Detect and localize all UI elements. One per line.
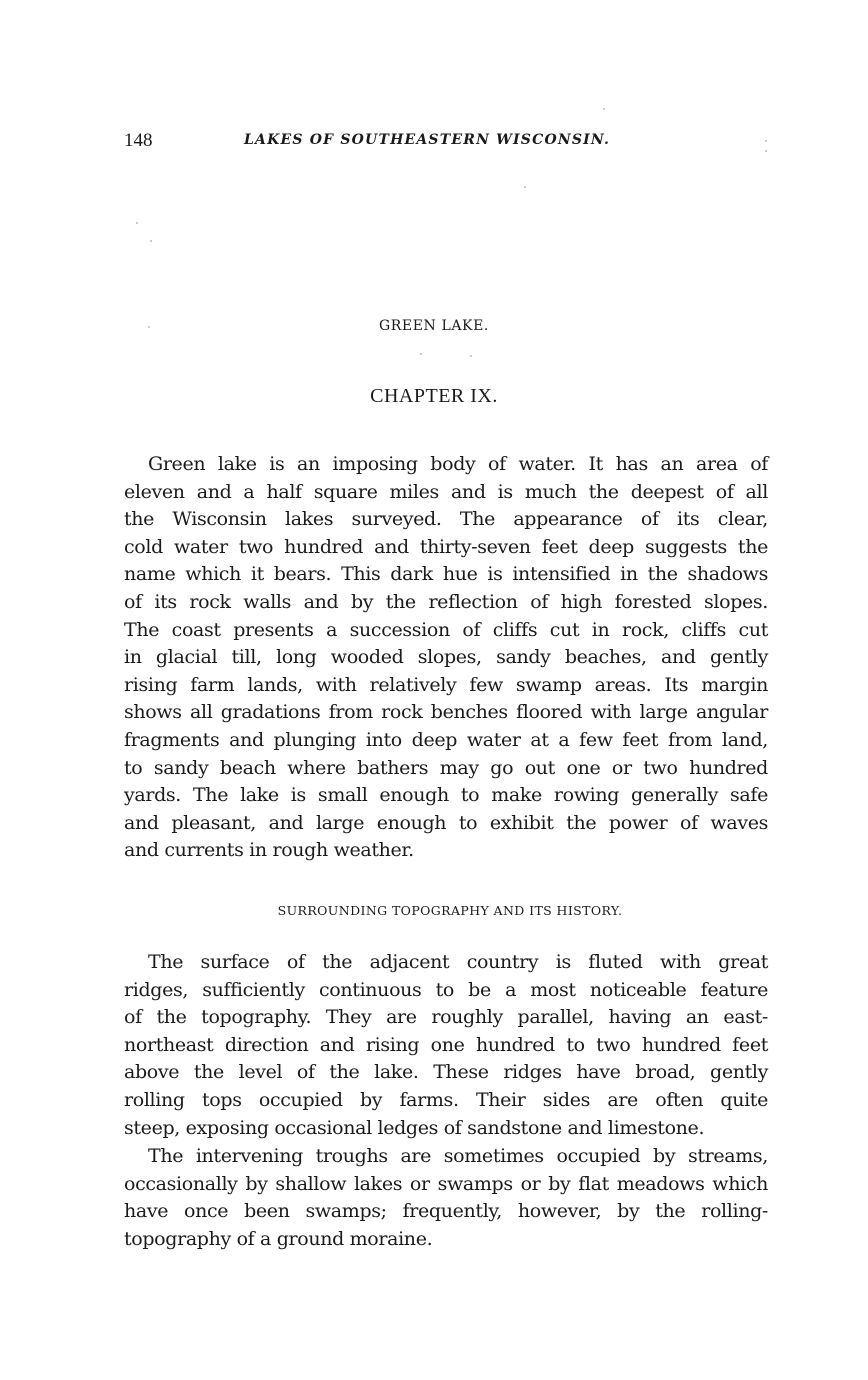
text-line: Green lake is an imposing body of water. It has an area of <box>148 453 768 475</box>
text-line: fragments and plunging into deep water at a few feet from land, <box>124 728 768 751</box>
running-title: LAKES OF SOUTHEASTERN WISCONSIN. <box>244 132 611 148</box>
scan-speck <box>136 222 138 224</box>
scan-speck <box>765 150 767 152</box>
scan-speck <box>603 108 605 110</box>
text-line: ridges, sufficiently continuous to be a most noticeable feature <box>124 978 768 1001</box>
text-line: topography of a ground moraine. <box>124 1227 433 1250</box>
text-line: occasionally by shallow lakes or swamps or by flat meadows which <box>124 1172 768 1195</box>
text-line: rising farm lands, with relatively few swamp areas. Its margin <box>124 673 768 696</box>
text-line: of the topography. They are roughly parallel, having an east- <box>124 1006 768 1029</box>
running-header <box>124 130 768 160</box>
subheading: SURROUNDING TOPOGRAPHY AND ITS HISTORY. <box>277 903 623 918</box>
text-line: eleven and a half square miles and is much the deepest of all <box>124 480 768 503</box>
scan-speck <box>420 353 422 355</box>
scan-speck <box>765 140 767 142</box>
text-line: The intervening troughs are sometimes occupied by streams, <box>148 1145 768 1167</box>
scan-speck <box>150 240 152 242</box>
scan-speck <box>524 186 526 188</box>
text-line: of its rock walls and by the reflection of high forested slopes. <box>124 590 768 613</box>
text-line: to sandy beach where bathers may go out one or two hundred <box>124 756 768 779</box>
scan-speck <box>148 326 150 328</box>
text-line: cold water two hundred and thirty-seven feet deep suggests the <box>124 535 768 558</box>
paragraph-3 <box>124 1143 768 1253</box>
paragraph-2 <box>124 949 768 1142</box>
section-title: GREEN LAKE. <box>378 318 489 334</box>
text-line: northeast direction and rising one hundred to two hundred feet <box>124 1033 768 1056</box>
text-line: The coast presents a succession of cliffs cut in rock, cliffs cut <box>124 618 768 641</box>
text-line: steep, exposing occasional ledges of sandstone and limestone. <box>124 1116 705 1139</box>
text-line: have once been swamps; frequently, however, by the rolling- <box>124 1200 768 1223</box>
text-line: rolling tops occupied by farms. Their sides are often quite <box>124 1088 768 1111</box>
scan-speck <box>470 355 472 357</box>
text-line: above the level of the lake. These ridges have broad, gently <box>124 1061 768 1084</box>
paragraph-1 <box>124 451 768 865</box>
page-number: 148 <box>124 130 153 151</box>
text-line: the Wisconsin lakes surveyed. The appearance of its clear, <box>124 508 768 531</box>
chapter-title: CHAPTER IX. <box>370 385 498 407</box>
text-line: name which it bears. This dark hue is intensified in the shadows <box>124 563 768 586</box>
text-line: and currents in rough weather. <box>124 839 414 862</box>
text-line: The surface of the adjacent country is fluted with great <box>148 951 768 973</box>
text-line: yards. The lake is small enough to make rowing generally safe <box>124 784 768 807</box>
text-line: in glacial till, long wooded slopes, sandy beaches, and gently <box>124 646 768 669</box>
text-line: shows all gradations from rock benches floored with large angular <box>124 701 768 724</box>
text-line: and pleasant, and large enough to exhibit the power of waves <box>124 811 768 834</box>
